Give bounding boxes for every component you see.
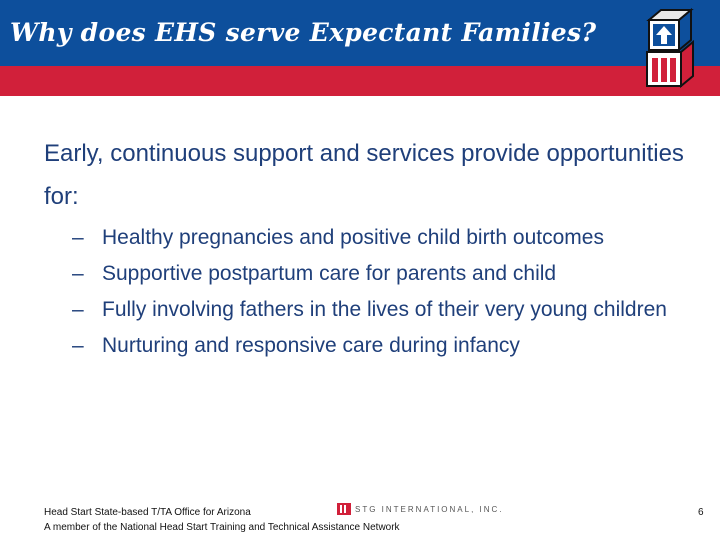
footer-office-text: Head Start State-based T/TA Office for Arizona	[44, 507, 251, 518]
bullet-dash: –	[72, 298, 84, 321]
header-accent-bar	[0, 66, 720, 96]
lead-paragraph: Early, continuous support and services provide opportunities for:	[44, 140, 684, 210]
partner-logo	[337, 503, 504, 515]
stg-logo-icon	[337, 503, 351, 515]
page-number: 6	[698, 507, 704, 518]
list-item	[72, 330, 684, 362]
footer-network-text: A member of the National Head Start Training and Technical Assistance Network	[44, 522, 400, 533]
bullet-text: Fully involving fathers in the lives of their very young children	[102, 298, 667, 321]
partner-name: STG INTERNATIONAL, INC.	[355, 504, 504, 514]
building-blocks-icon	[643, 6, 705, 88]
list-item	[72, 258, 684, 290]
slide-title: Why does EHS serve Expectant Families?	[10, 18, 597, 47]
bullet-text: Supportive postpartum care for parents and child	[102, 262, 557, 285]
list-item	[72, 294, 684, 326]
bullet-list	[44, 222, 684, 362]
bullet-dash: –	[72, 334, 84, 357]
bullet-text: Nurturing and responsive care during infancy	[102, 334, 520, 357]
bullet-text: Healthy pregnancies and positive child birth outcomes	[102, 226, 604, 249]
list-item	[72, 222, 684, 254]
bullet-dash: –	[72, 262, 84, 285]
bullet-dash: –	[72, 226, 84, 249]
slide-body	[44, 132, 684, 366]
